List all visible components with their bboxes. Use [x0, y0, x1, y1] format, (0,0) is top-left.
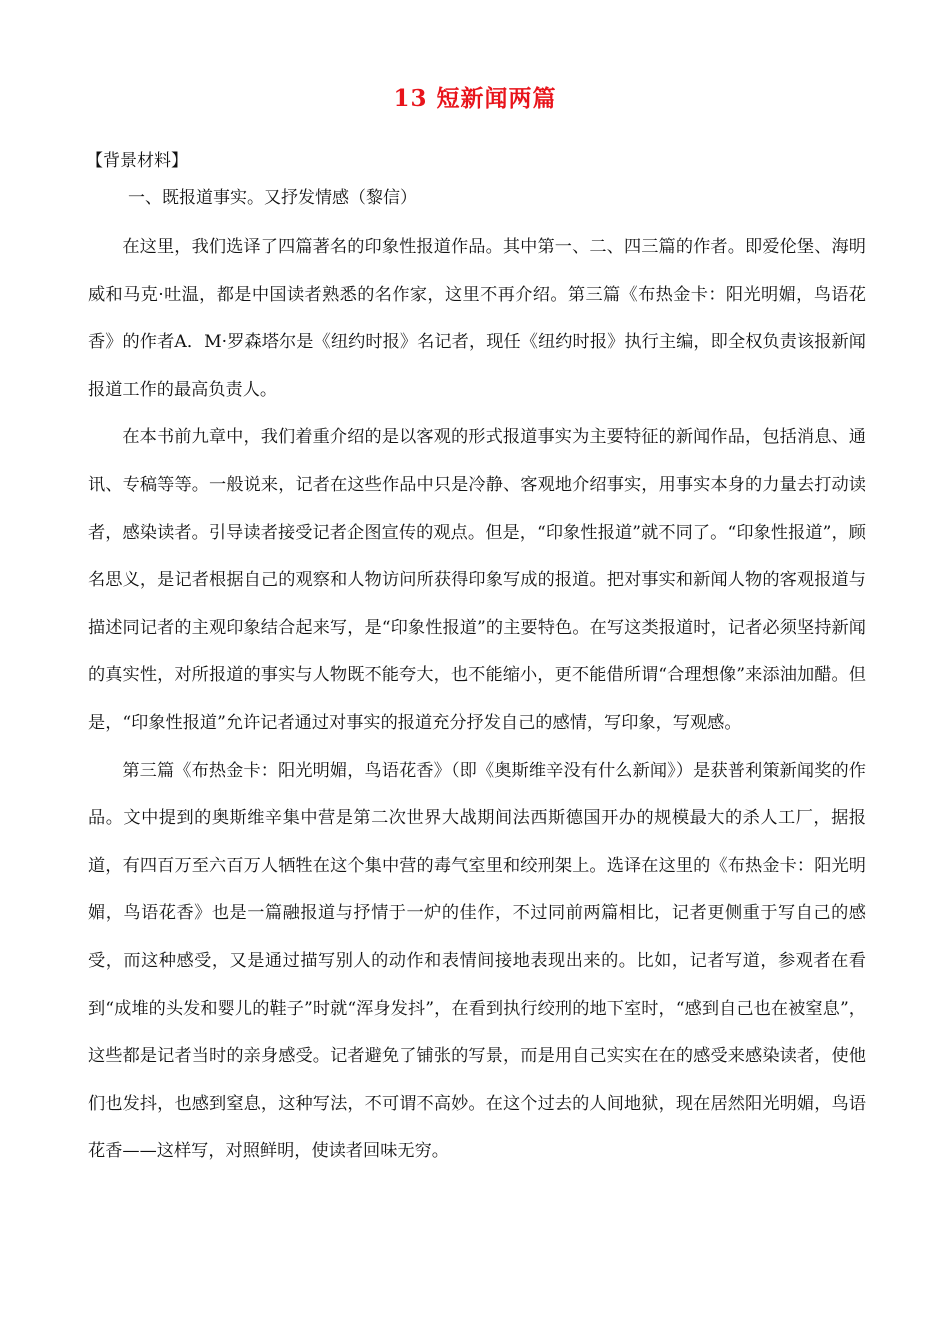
- page-title: 13 短新闻两篇: [393, 85, 557, 112]
- body-text: [88, 224, 866, 1176]
- paragraph-3: 第三篇《布热金卡：阳光明媚，鸟语花香》（即《奥斯维辛没有什么新闻》）是获普利策新闻奖的作品。文中提到的奥斯维辛集中营是第二次世界大战期间法西斯德国开办的规模最大的杀人工厂，据报道，有四百万至六百万人牺牲在这个集中营的毒气室里和绞刑架上。选译在这里的《布热金卡：阳光明媚，鸟语花香》也是一篇融报道与抒情于一炉的佳作，不过同前两篇相比，记者更侧重于写自己的感受，而这种感受，又是通过描写别人的动作和表情间接地表现出来的。比如，记者写道，参观者在看到“成堆的头发和婴儿的鞋子”时就“浑身发抖”，在看到执行绞刑的地下室时，“感到自己也在被窒息”，这些都是记者当时的亲身感受。记者避免了铺张的写景，而是用自己实实在在的感受来感染读者，使他们也发抖，也感到窒息，这种写法，不可谓不高妙。在这个过去的人间地狱，现在居然阳光明媚，鸟语花香——这样写，对照鲜明，使读者回味无穷。: [88, 760, 866, 1162]
- paragraph-2: 在本书前九章中，我们着重介绍的是以客观的形式报道事实为主要特征的新闻作品，包括消息、通讯、专稿等等。一般说来，记者在这些作品中只是冷静、客观地介绍事实，用事实本身的力量去打动读者，感染读者。引导读者接受记者企图宣传的观点。但是，“印象性报道”就不同了。“印象性报道”，顾名思义，是记者根据自己的观察和人物访问所获得印象写成的报道。把对事实和新闻人物的客观报道与描述同记者的主观印象结合起来写，是“印象性报道”的主要特色。在写这类报道时，记者必须坚持新闻的真实性，对所报道的事实与人物既不能夸大，也不能缩小，更不能借所谓“合理想像”来添油加醋。但是，“印象性报道”允许记者通过对事实的报道充分抒发自己的感情，写印象，写观感。: [88, 427, 866, 733]
- paragraph-1: 在这里，我们选译了四篇著名的印象性报道作品。其中第一、二、四三篇的作者。即爱伦堡、海明威和马克·吐温，都是中国读者熟悉的名作家，这里不再介绍。第三篇《布热金卡：阳光明媚，鸟语花香》的作者A．M·罗森塔尔是《纽约时报》名记者，现任《纽约时报》执行主编，即全权负责该报新闻报道工作的最高负责人。: [88, 237, 866, 400]
- section-label: 【背景材料】: [86, 151, 188, 171]
- subheading: 一、既报道事实。又抒发情感（黎信）: [128, 188, 417, 208]
